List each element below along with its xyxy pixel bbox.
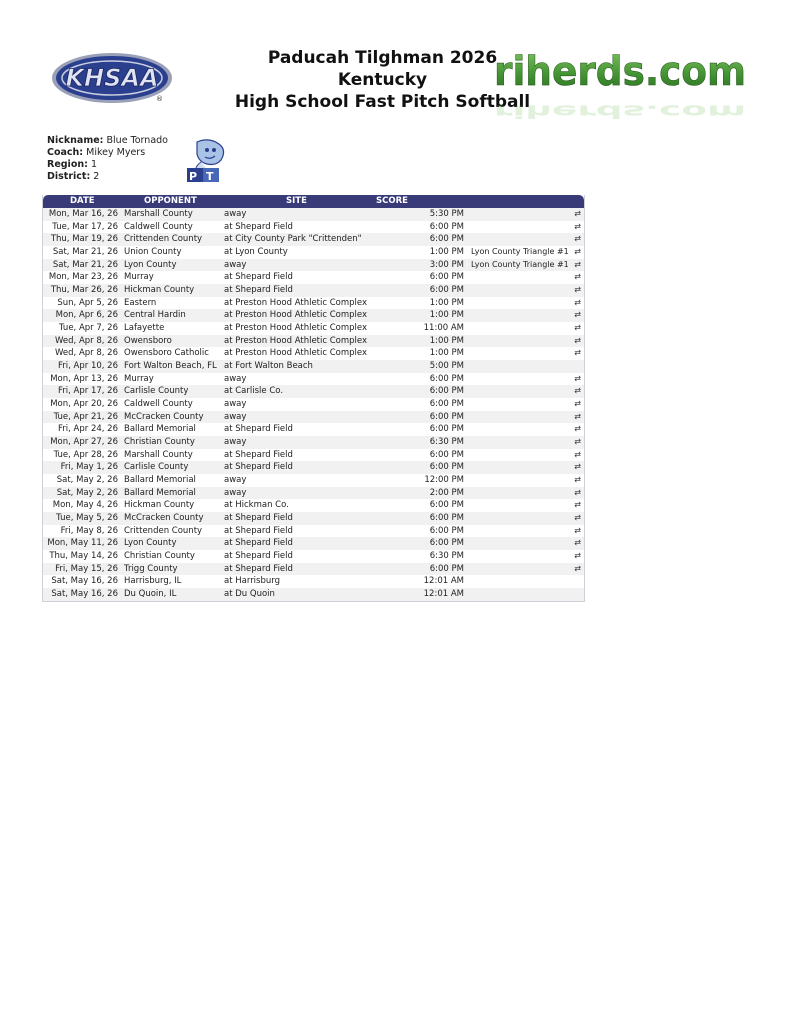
game-time: 11:00 AM xyxy=(423,323,464,334)
table-header xyxy=(43,195,584,208)
swap-icon[interactable]: ⇄ xyxy=(574,551,581,561)
game-opponent: Union County xyxy=(124,247,182,258)
game-opponent: Murray xyxy=(124,272,154,283)
game-date: Mon, Apr 27, 26 xyxy=(50,437,118,448)
swap-icon[interactable]: ⇄ xyxy=(574,437,581,447)
game-site: at Preston Hood Athletic Complex xyxy=(224,297,368,308)
table-row xyxy=(43,423,584,436)
table-row xyxy=(43,221,584,234)
col-date: DATE xyxy=(70,196,95,206)
game-opponent: Caldwell County xyxy=(124,399,193,410)
game-date: Mon, Apr 13, 26 xyxy=(50,373,118,384)
game-date: Fri, Apr 10, 26 xyxy=(58,361,118,372)
swap-icon[interactable]: ⇄ xyxy=(574,209,581,218)
game-opponent: McCracken County xyxy=(124,513,204,524)
title-line-1: Paducah Tilghman 2026 xyxy=(267,48,498,68)
game-time: 6:00 PM xyxy=(429,500,464,511)
game-date: Fri, Apr 24, 26 xyxy=(58,424,118,435)
table-row xyxy=(43,411,584,424)
swap-icon[interactable]: ⇄ xyxy=(574,221,581,231)
game-time: 6:00 PM xyxy=(429,513,464,524)
game-site: at Shepard Field xyxy=(224,551,293,562)
game-site: away xyxy=(224,399,247,410)
game-opponent: Owensboro Catholic xyxy=(124,348,209,359)
swap-icon[interactable]: ⇄ xyxy=(574,323,581,333)
game-opponent: Lafayette xyxy=(124,323,165,334)
game-date: Mon, Apr 6, 26 xyxy=(55,310,118,321)
game-note: Lyon County Triangle #1 xyxy=(471,247,569,257)
swap-icon[interactable]: ⇄ xyxy=(574,285,581,295)
game-opponent: Trigg County xyxy=(124,563,178,574)
game-site: away xyxy=(224,373,247,384)
nickname-value: Blue Tornado xyxy=(106,135,168,146)
table-row xyxy=(43,563,584,576)
game-opponent: Marshall County xyxy=(124,449,193,460)
game-site: away xyxy=(224,487,247,498)
game-date: Mon, Mar 16, 26 xyxy=(48,209,118,219)
game-time: 6:30 PM xyxy=(429,437,464,448)
game-site: at Lyon County xyxy=(224,247,288,258)
game-site: at Shepard Field xyxy=(224,563,293,574)
game-date: Fri, May 1, 26 xyxy=(60,462,118,473)
game-opponent: Eastern xyxy=(124,297,157,308)
game-opponent: Lyon County xyxy=(124,259,177,270)
game-opponent: Lyon County xyxy=(124,538,177,549)
game-date: Thu, Mar 26, 26 xyxy=(50,285,118,296)
game-date: Fri, May 8, 26 xyxy=(60,525,118,536)
game-date: Tue, May 5, 26 xyxy=(56,513,118,524)
svg-text:P: P xyxy=(189,170,198,183)
table-row xyxy=(43,461,584,474)
game-time: 6:30 PM xyxy=(429,551,464,562)
game-time: 6:00 PM xyxy=(429,449,464,460)
district-line: District: 2 xyxy=(47,171,100,182)
table-row xyxy=(43,537,584,550)
game-date: Mon, Mar 23, 26 xyxy=(48,272,118,283)
swap-icon[interactable]: ⇄ xyxy=(574,348,581,358)
table-row xyxy=(43,436,584,449)
table-row xyxy=(43,398,584,411)
game-time: 1:00 PM xyxy=(429,310,464,321)
game-time: 12:01 AM xyxy=(423,589,464,600)
game-time: 6:00 PM xyxy=(429,462,464,473)
game-date: Thu, Mar 19, 26 xyxy=(50,234,118,245)
riherds-logo[interactable] xyxy=(490,48,750,122)
game-date: Sat, May 16, 26 xyxy=(51,589,118,600)
game-site: at Shepard Field xyxy=(224,424,293,435)
game-time: 6:00 PM xyxy=(429,373,464,384)
game-site: away xyxy=(224,437,247,448)
game-date: Tue, Mar 17, 26 xyxy=(52,221,118,232)
swap-icon[interactable]: ⇄ xyxy=(574,500,581,510)
swap-icon[interactable]: ⇄ xyxy=(574,411,581,421)
game-site: away xyxy=(224,475,247,486)
game-date: Sun, Apr 5, 26 xyxy=(57,297,118,308)
game-site: at Shepard Field xyxy=(224,525,293,536)
game-opponent: Central Hardin xyxy=(124,310,186,321)
col-opponent: OPPONENT xyxy=(144,196,197,206)
game-time: 1:00 PM xyxy=(429,348,464,359)
table-row xyxy=(43,550,584,563)
game-site: at Preston Hood Athletic Complex xyxy=(224,348,368,359)
swap-icon[interactable]: ⇄ xyxy=(574,449,581,459)
nickname-line: Nickname: Blue Tornado xyxy=(47,135,168,146)
game-opponent: Caldwell County xyxy=(124,221,193,232)
swap-icon[interactable]: ⇄ xyxy=(574,234,581,244)
table-row xyxy=(43,297,584,310)
coach-value: Mikey Myers xyxy=(86,147,146,158)
swap-icon[interactable]: ⇄ xyxy=(574,462,581,472)
table-row xyxy=(43,322,584,335)
swap-icon[interactable]: ⇄ xyxy=(574,335,581,345)
table-row xyxy=(43,385,584,398)
team-info xyxy=(47,135,168,183)
game-opponent: Crittenden County xyxy=(124,234,203,245)
swap-icon[interactable]: ⇄ xyxy=(574,310,581,320)
table-row xyxy=(43,259,584,272)
game-time: 1:00 PM xyxy=(429,335,464,346)
table-row xyxy=(43,271,584,284)
khsaa-logo-text: KHSAA xyxy=(65,64,159,92)
game-site: at Shepard Field xyxy=(224,462,293,473)
riherds-logo-text: riherds.com xyxy=(494,49,746,95)
swap-icon[interactable]: ⇄ xyxy=(574,247,581,257)
game-date: Mon, May 4, 26 xyxy=(52,500,118,511)
swap-icon[interactable]: ⇄ xyxy=(574,538,581,548)
game-time: 2:00 PM xyxy=(429,487,464,498)
game-site: away xyxy=(224,411,247,422)
game-opponent: Christian County xyxy=(124,551,195,562)
game-time: 5:00 PM xyxy=(429,361,464,372)
game-opponent: Christian County xyxy=(124,437,195,448)
swap-icon[interactable]: ⇄ xyxy=(574,424,581,434)
game-opponent: Hickman County xyxy=(124,285,195,296)
game-site: away xyxy=(224,259,247,270)
game-date: Wed, Apr 8, 26 xyxy=(55,348,118,359)
game-time: 5:30 PM xyxy=(429,209,464,219)
title-line-2: Kentucky xyxy=(337,70,428,90)
game-opponent: Ballard Memorial xyxy=(124,424,196,435)
table-row xyxy=(43,474,584,487)
swap-icon[interactable]: ⇄ xyxy=(574,475,581,485)
game-site: at Shepard Field xyxy=(224,285,293,296)
game-opponent: Ballard Memorial xyxy=(124,487,196,498)
game-opponent: Carlisle County xyxy=(124,462,189,473)
game-date: Sat, May 16, 26 xyxy=(51,576,118,587)
game-opponent: Fort Walton Beach, FL xyxy=(124,361,217,372)
region-line: Region: 1 xyxy=(47,159,97,170)
swap-icon[interactable]: ⇄ xyxy=(574,297,581,307)
game-date: Tue, Apr 7, 26 xyxy=(59,323,118,334)
game-note: Lyon County Triangle #1 xyxy=(471,259,569,269)
table-row xyxy=(43,373,584,386)
game-opponent: Hickman County xyxy=(124,500,195,511)
swap-icon[interactable]: ⇄ xyxy=(574,487,581,497)
game-time: 6:00 PM xyxy=(429,221,464,232)
coach-line: Coach: Mikey Myers xyxy=(47,147,146,158)
table-row xyxy=(43,449,584,462)
game-site: away xyxy=(224,209,247,219)
game-site: at Fort Walton Beach xyxy=(224,361,313,372)
game-site: at Shepard Field xyxy=(224,513,293,524)
game-time: 3:00 PM xyxy=(429,259,464,270)
swap-icon[interactable]: ⇄ xyxy=(574,272,581,282)
game-opponent: Carlisle County xyxy=(124,386,189,397)
game-time: 6:00 PM xyxy=(429,285,464,296)
game-site: at Shepard Field xyxy=(224,538,293,549)
game-time: 6:00 PM xyxy=(429,411,464,422)
game-date: Thu, May 14, 26 xyxy=(49,551,118,562)
district-value: 2 xyxy=(93,171,100,182)
game-site: at Shepard Field xyxy=(224,449,293,460)
col-score: SCORE xyxy=(376,196,408,206)
swap-icon[interactable]: ⇄ xyxy=(574,399,581,409)
table-row xyxy=(43,360,584,373)
game-time: 1:00 PM xyxy=(429,297,464,308)
game-date: Sat, May 2, 26 xyxy=(56,487,118,498)
game-opponent: Du Quoin, IL xyxy=(124,589,177,600)
swap-icon[interactable]: ⇄ xyxy=(574,563,581,573)
title-line-3: High School Fast Pitch Softball xyxy=(234,92,531,112)
table-row xyxy=(43,208,584,221)
game-opponent: Ballard Memorial xyxy=(124,475,196,486)
game-date: Mon, May 11, 26 xyxy=(47,538,118,549)
swap-icon[interactable]: ⇄ xyxy=(574,386,581,396)
game-time: 12:00 PM xyxy=(424,475,464,486)
table-row xyxy=(43,335,584,348)
game-site: at Shepard Field xyxy=(224,272,293,283)
game-date: Tue, Apr 21, 26 xyxy=(53,411,118,422)
game-date: Sat, May 2, 26 xyxy=(56,475,118,486)
table-row xyxy=(43,499,584,512)
swap-icon[interactable]: ⇄ xyxy=(574,259,581,269)
table-row xyxy=(43,233,584,246)
game-date: Sat, Mar 21, 26 xyxy=(52,259,118,270)
swap-icon[interactable]: ⇄ xyxy=(574,373,581,383)
svg-text:riherds.com: riherds.com xyxy=(494,100,746,122)
game-opponent: Murray xyxy=(124,373,154,384)
game-site: at Harrisburg xyxy=(224,576,280,587)
swap-icon[interactable]: ⇄ xyxy=(574,525,581,535)
table-row xyxy=(43,588,584,601)
game-opponent: Owensboro xyxy=(124,335,172,346)
khsaa-logo xyxy=(50,50,178,108)
game-date: Mon, Apr 20, 26 xyxy=(50,399,118,410)
game-opponent: McCracken County xyxy=(124,411,204,422)
col-site: SITE xyxy=(286,196,307,206)
table-row xyxy=(43,512,584,525)
game-time: 1:00 PM xyxy=(429,247,464,258)
table-row xyxy=(43,525,584,538)
game-site: at Shepard Field xyxy=(224,221,293,232)
game-site: at City County Park "Crittenden" xyxy=(224,234,362,245)
game-opponent: Marshall County xyxy=(124,209,193,219)
game-date: Fri, May 15, 26 xyxy=(55,563,118,574)
table-row xyxy=(43,487,584,500)
game-site: at Carlisle Co. xyxy=(224,386,284,397)
game-time: 6:00 PM xyxy=(429,563,464,574)
table-row xyxy=(43,284,584,297)
game-site: at Du Quoin xyxy=(224,589,275,600)
game-site: at Preston Hood Athletic Complex xyxy=(224,323,368,334)
game-date: Wed, Apr 8, 26 xyxy=(55,335,118,346)
table-row xyxy=(43,575,584,588)
game-site: at Hickman Co. xyxy=(224,500,289,511)
swap-icon[interactable]: ⇄ xyxy=(574,513,581,523)
game-date: Fri, Apr 17, 26 xyxy=(58,386,118,397)
game-time: 6:00 PM xyxy=(429,272,464,283)
table-row xyxy=(43,309,584,322)
region-value: 1 xyxy=(90,159,97,170)
svg-text:T: T xyxy=(206,170,214,183)
game-opponent: Crittenden County xyxy=(124,525,203,536)
game-date: Tue, Apr 28, 26 xyxy=(53,449,118,460)
game-time: 6:00 PM xyxy=(429,399,464,410)
mascot-logo xyxy=(183,138,233,184)
game-time: 6:00 PM xyxy=(429,538,464,549)
game-site: at Preston Hood Athletic Complex xyxy=(224,335,368,346)
game-site: at Preston Hood Athletic Complex xyxy=(224,310,368,321)
schedule-table xyxy=(42,195,585,602)
schedule-rows xyxy=(43,208,584,601)
game-date: Sat, Mar 21, 26 xyxy=(52,247,118,258)
svg-text:®: ® xyxy=(156,95,163,103)
game-time: 6:00 PM xyxy=(429,386,464,397)
game-time: 6:00 PM xyxy=(429,525,464,536)
game-time: 6:00 PM xyxy=(429,234,464,245)
game-time: 12:01 AM xyxy=(423,576,464,587)
game-opponent: Harrisburg, IL xyxy=(124,576,182,587)
game-time: 6:00 PM xyxy=(429,424,464,435)
table-row xyxy=(43,246,584,259)
table-row xyxy=(43,347,584,360)
